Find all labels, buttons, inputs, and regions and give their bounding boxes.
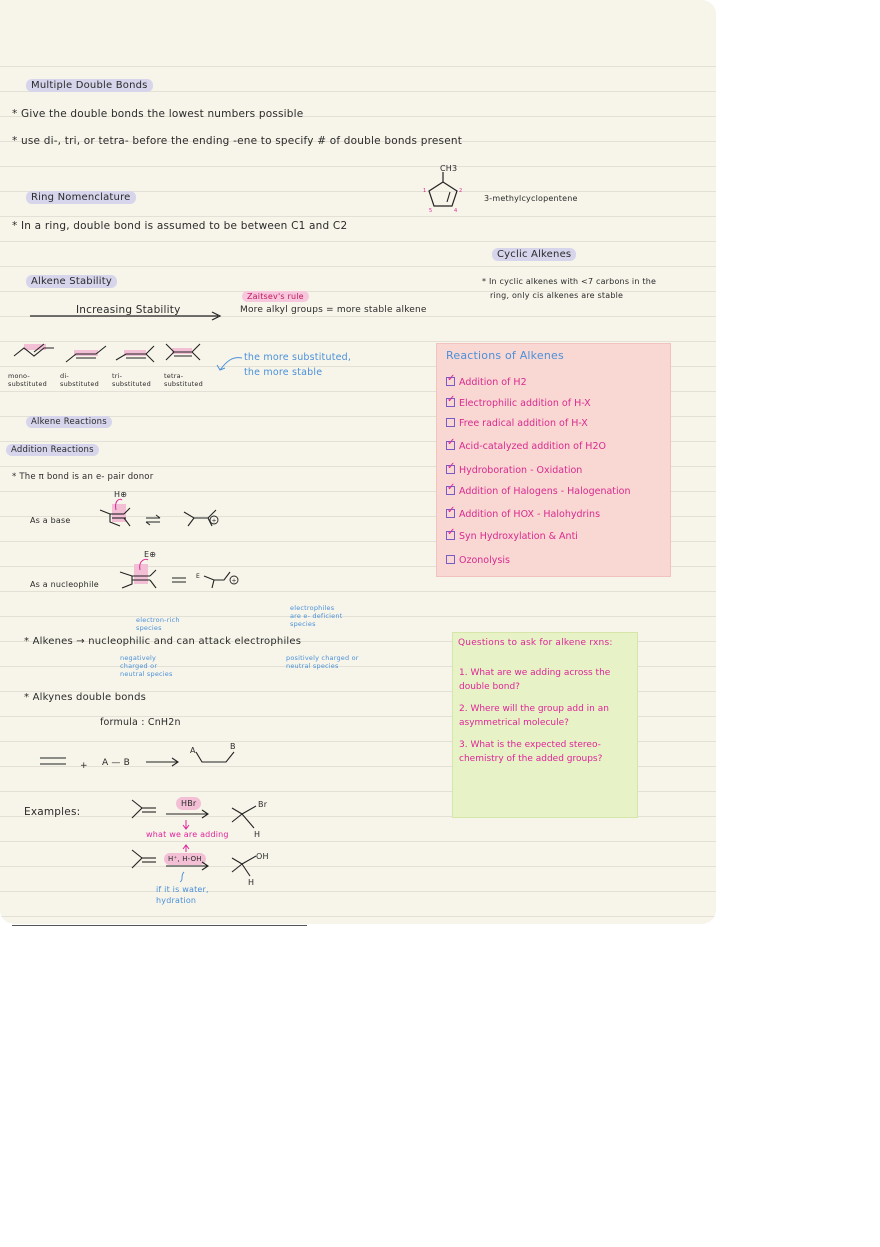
reaction-item-label: Acid-catalyzed addition of H2O [459, 441, 606, 452]
examples-label: Examples: [24, 806, 81, 818]
h-label-1: H [254, 830, 261, 839]
svg-text:+: + [211, 517, 217, 525]
questions-box-title: Questions to ask for alkene rxns: [458, 638, 613, 648]
stability-arrow [30, 312, 225, 320]
svg-text:+: + [231, 577, 237, 585]
base-mechanism [100, 496, 240, 536]
note-alkenes-nucleophilic: * Alkenes → nucleophilic and can attack electrophiles [24, 636, 302, 647]
example-structures [128, 796, 278, 886]
svg-text:5: 5 [429, 208, 433, 214]
reaction-item [446, 398, 591, 409]
more-substituted-line1: the more substituted, [244, 352, 352, 363]
more-substituted-line2: the more stable [244, 367, 323, 378]
ruled-line [0, 866, 716, 867]
label-tri: tri- substituted [112, 372, 151, 388]
page-bottom-divider [12, 925, 307, 926]
reaction-item-label: Syn Hydroxylation & Anti [459, 531, 578, 542]
h-h2o-label: H⁺, H-OH [164, 854, 206, 863]
reaction-item-label: Hydroboration - Oxidation [459, 465, 583, 476]
ruled-line [0, 66, 716, 67]
reaction-item [446, 555, 510, 566]
heading-alkene-stability: Alkene Stability [26, 275, 117, 287]
label-tetra: tetra- substituted [164, 372, 203, 388]
ruled-line [0, 591, 716, 592]
br-label: Br [258, 800, 268, 809]
note-ring-rule: * In a ring, double bond is assumed to be between C1 and C2 [12, 220, 348, 232]
ruled-line [0, 616, 716, 617]
ruled-line [0, 166, 716, 167]
reaction-item-label: Addition of H2 [459, 377, 527, 388]
blue-pointer-arrow [214, 356, 244, 374]
reactions-of-alkenes-box [436, 343, 671, 577]
heading-multiple-double-bonds: Multiple Double Bonds [26, 79, 153, 91]
label-mono: mono- substituted [8, 372, 47, 388]
alkene-substitution-structures [10, 338, 210, 368]
reaction-item-label: Free radical addition of H-X [459, 418, 588, 429]
what-adding-note: what we are adding [146, 830, 229, 839]
ruled-line [0, 241, 716, 242]
heading-addition-reactions: Addition Reactions [6, 443, 99, 455]
checked-box-icon [446, 509, 455, 518]
ruled-line [0, 916, 716, 917]
reaction-item [446, 509, 600, 520]
checked-box-icon [446, 398, 455, 407]
reaction-item [446, 441, 606, 452]
checked-box-icon [446, 441, 455, 450]
note-pi-bond: * The π bond is an e- pair donor [12, 472, 154, 482]
h-label-2: H [248, 878, 255, 887]
svg-text:2: 2 [459, 188, 463, 194]
reaction-item-label: Ozonolysis [459, 555, 510, 566]
heading-cyclic-alkenes: Cyclic Alkenes [492, 248, 576, 260]
ruled-line [0, 266, 716, 267]
positively-charged-note: positively charged or neutral species [286, 654, 359, 670]
as-nucleophile-label: As a nucleophile [30, 580, 99, 589]
electron-rich-note: electron-rich species [136, 616, 180, 632]
question-1: 1. What are we adding across the double bond? [459, 668, 611, 692]
hbr-label: HBr [176, 799, 201, 808]
reaction-item [446, 531, 578, 542]
h-plus-label: H⊕ [114, 490, 128, 499]
cyclic-rule-line2: ring, only cis alkenes are stable [490, 291, 624, 300]
if-water-note: if it is water, hydration [156, 885, 209, 905]
reaction-item-label: Addition of HOX - Halohydrins [459, 509, 601, 520]
unchecked-box-icon [446, 555, 455, 564]
electrophiles-note: electrophiles are e- deficient species [290, 604, 343, 628]
reagent-b-label: B [230, 742, 236, 751]
ring-example-name: 3-methylcyclopentene [484, 194, 578, 203]
ring-ch3-label: CH3 [440, 164, 458, 173]
note-alkynes: * Alkynes double bonds [24, 692, 147, 703]
zaitsev-rule-text: More alkyl groups = more stable alkene [240, 305, 427, 315]
checked-box-icon [446, 377, 455, 386]
questions-box [452, 632, 638, 818]
unchecked-box-icon [446, 418, 455, 427]
heading-alkene-reactions: Alkene Reactions [26, 415, 112, 427]
cyclic-rule-line1: * In cyclic alkenes with <7 carbons in the [482, 277, 657, 286]
svg-text:1: 1 [423, 188, 427, 194]
question-3: 3. What is the expected stereo-chemistry of the added groups? [459, 740, 603, 764]
note-lowest-numbers: * Give the double bonds the lowest numbers possible [12, 108, 304, 120]
oh-label: OH [256, 852, 269, 861]
ruled-line [0, 841, 716, 842]
zaitsev-rule-title: Zaitsev's rule [242, 292, 309, 301]
reaction-item [446, 486, 631, 497]
reagent-ab: A — B [102, 758, 131, 768]
reaction-item [446, 377, 527, 388]
note-prefix: * use di-, tri, or tetra- before the ending -ene to specify # of double bonds present [12, 135, 463, 147]
checked-box-icon [446, 531, 455, 540]
svg-text:E: E [196, 573, 200, 580]
checked-box-icon [446, 465, 455, 474]
svg-text:4: 4 [454, 208, 458, 214]
reagent-a-label: A [190, 746, 196, 755]
e-plus-label: E⊕ [144, 550, 157, 559]
plus-sign: + [80, 761, 88, 771]
ruled-line [0, 216, 716, 217]
heading-ring-nomenclature: Ring Nomenclature [26, 191, 136, 203]
negatively-charged-note: negatively charged or neutral species [120, 654, 173, 678]
reaction-item-label: Addition of Halogens - Halogenation [459, 486, 631, 497]
increasing-stability-label: Increasing Stability [76, 304, 181, 316]
question-2: 2. Where will the group add in an asymmetrical molecule? [459, 704, 609, 728]
nucleophile-mechanism [118, 558, 248, 592]
as-base-label: As a base [30, 516, 71, 525]
reaction-item-label: Electrophilic addition of H-X [459, 398, 591, 409]
ruled-line [0, 891, 716, 892]
label-di: di- substituted [60, 372, 99, 388]
reaction-item [446, 418, 588, 429]
methylcyclopentene-structure [420, 172, 470, 218]
reactions-box-title: Reactions of Alkenes [446, 349, 564, 362]
addition-scheme [38, 752, 248, 778]
reaction-item [446, 465, 582, 476]
note-formula: formula : CnH2n [100, 717, 181, 728]
checked-box-icon [446, 486, 455, 495]
